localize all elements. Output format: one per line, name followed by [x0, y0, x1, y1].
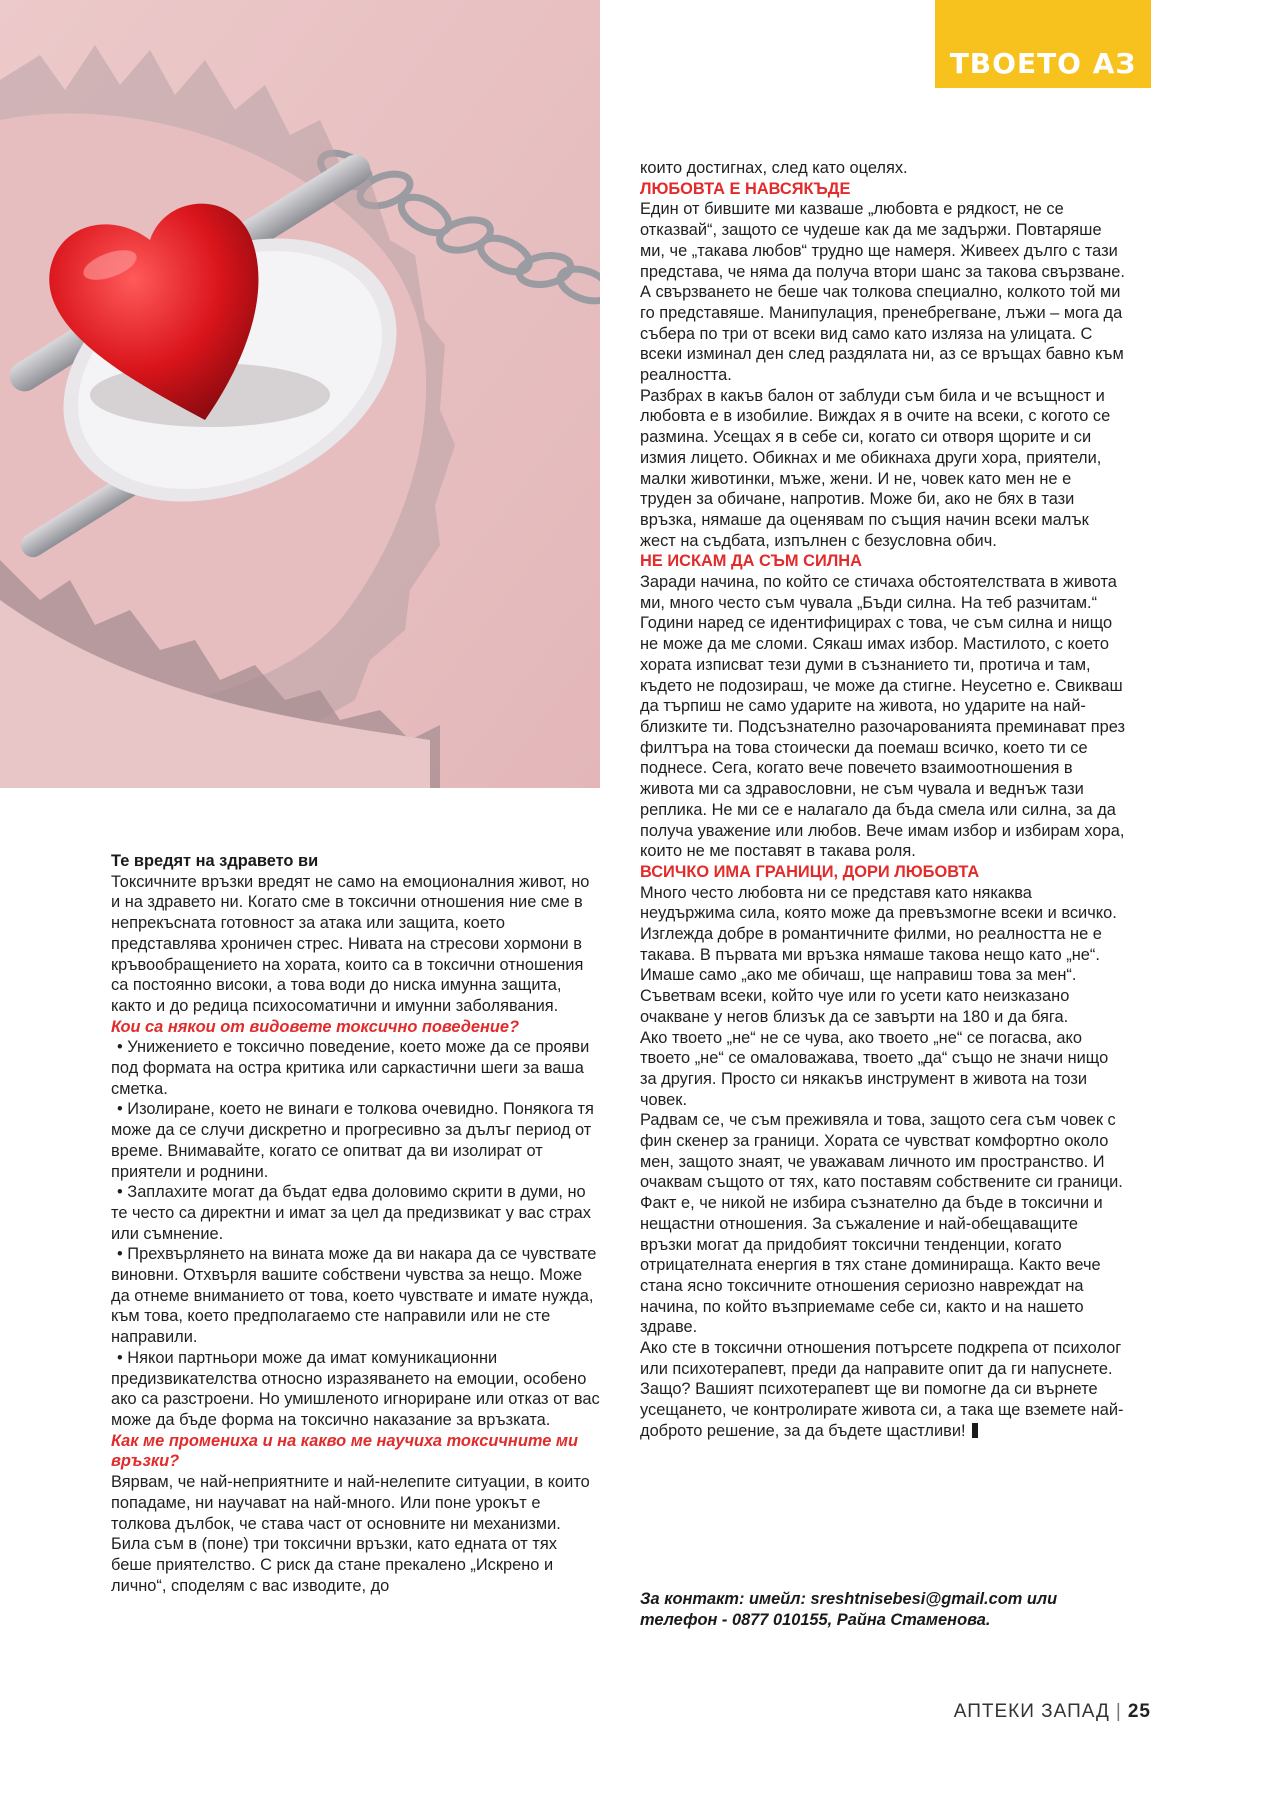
paragraph: Вярвам, че най-неприятните и най-нелепите ситуации, в които попадаме, ни научават на най-много. Или поне урокът е толкова дълбок, че става част от основните ни механизми. Била съм в (поне) три токсични връзки, като едната от тях беше приятелство. С риск да стане прекалено „Искрено и лично“, споделям с вас изводите, до	[111, 1473, 590, 1595]
section-heading: ЛЮБОВТА Е НАВСЯКЪДЕ	[640, 179, 851, 198]
right-column	[640, 158, 1127, 1442]
subheading: Как ме промениха и на какво ме научиха токсичните ми връзки?	[111, 1431, 579, 1471]
heart-in-trap-icon	[0, 0, 600, 788]
paragraph: Много често любовта ни се представя като някаква неудържима сила, която може да превъзмогне всеки и всичко. Изглежда добре в романтичните филми, но реалността не е такава. В първата ми връзка нямаше такова нещо като „не“. Имаше само „ако ме обичаш, ще направиш това за мен“. Съветвам всеки, който чуе или го усети като неизказано очакване у негов близък да се завърти на 180 и да бяга.	[640, 883, 1117, 1026]
bullet-item: • Изолиране, което не винаги е толкова очевидно. Понякога тя може да се случи дискретно и прогресивно за дълъг период от време. Внимавайте, когато се опитват да ви изолират от приятели и роднини.	[111, 1100, 594, 1181]
paragraph: Един от бившите ми казваше „любовта е рядкост, не се отказвай“, защото се чудеше как да ме задържи. Повтаряше ми, че „такава любов“ трудно ще намеря. Живеех дълго с тази представа, че няма да получа втори шанс за такова свързване. А свързването не беше чак толкова специално, колкото той ми го представяше. Манипулация, пренебрегване, лъжи – мога да събера по три от всеки вид само като изляза на улицата. С всеки изминал ден след раздялата ни, аз се връщах бавно към реалността.	[640, 200, 1125, 385]
bullet-item: • Прехвърлянето на вината може да ви накара да се чувствате виновни. Отхвърля вашите собствени чувства за нещо. Може да отнеме вниманието от това, което чувствате и имате нужда, към това, което предполагаемо сте направили или не сте направили.	[111, 1245, 597, 1347]
paragraph: Ако твоето „не“ не се чува, ако твоето „не“ се погасва, ако твоето „не“ се омаловажава, твоето „да“ също не значи нищо за другия. Просто си някакъв инструмент в живота на този човек.	[640, 1028, 1109, 1109]
paragraph: Токсичните връзки вредят не само на емоционалния живот, но и на здравето ни. Когато сме в токсични отношения ние сме в непрекъсната готовност за атака или защита, което представлява хроничен стрес. Нивата на стресови хормони в кръвообращението на хората, които са в токсични отношения са постоянно високи, а това води до ниска имунна защита, както и до редица психосоматични и имунни заболявания.	[111, 872, 590, 1015]
paragraph: Разбрах в какъв балон от заблуди съм била и че всъщност и любовта е в изобилие. Виждах я в очите на всеки, с когото се размина. Усещах я в себе си, когато си отворя щорите и си измия лицето. Обикнах и ме обикнаха други хора, приятели, малки животинки, мъже, жени. И не, човек като мен не е труден за обичане, напротив. Може би, ако не бях в тази връзка, нямаше да оценявам по същия начин всеки малък жест на съдбата, изпълнен с безусловна обич.	[640, 386, 1111, 550]
section-heading: ВСИЧКО ИМА ГРАНИЦИ, ДОРИ ЛЮБОВТА	[640, 862, 980, 881]
subheading: Кои са някои от видовете токсично поведение?	[111, 1017, 520, 1036]
bullet-item: • Заплахите могат да бъдат едва доловимо скрити в думи, но те често са директни и имат за цел да предизвикат у вас страх или съмнение.	[111, 1183, 591, 1243]
page-number: 25	[1127, 1701, 1151, 1722]
paragraph: които достигнах, след като оцелях.	[640, 159, 908, 177]
final-paragraph	[640, 1338, 1127, 1442]
paragraph: Радвам се, че съм преживяла и това, защото сега съм човек с фин скенер за граници. Хората се чувстват комфортно около мен, защото знаят, че уважавам личното им пространство. И очаквам същото от тях, като поставям собствените си граници.	[640, 1111, 1123, 1192]
section-heading: НЕ ИСКАМ ДА СЪМ СИЛНА	[640, 552, 862, 571]
footer-separator: |	[1115, 1701, 1122, 1722]
bullet-item: • Унижението е токсично поведение, което може да се прояви под формата на остра критика или саркастични шеги за ваша сметка.	[111, 1038, 590, 1098]
end-mark-icon	[972, 1423, 978, 1438]
left-column	[111, 851, 600, 1596]
paragraph-text: Ако сте в токсични отношения потърсете подкрепа от психолог или психотерапевт, преди да направите опит да ги напуснете. Защо? Вашият психотерапевт ще ви помогне да си върнете усещането, че контролирате живота си, а така ще вземете най-доброто решение, за да бъдете щастливи!	[640, 1339, 1124, 1440]
section-tag: ТВОЕТО АЗ	[935, 0, 1151, 88]
page-footer	[954, 1701, 1151, 1723]
bullet-item: • Някои партньори може да имат комуникационни предизвикателства относно изразяването на емоции, особено ако са разстроени. Но умишленото игнориране или отказ от вас може да бъде форма на токсично наказание за връзката.	[111, 1348, 600, 1429]
contact-info: За контакт: имейл: sreshtnisebesi@gmail.com или телефон - 0877 010155, Райна Стаменова.	[640, 1590, 1058, 1629]
paragraph: Факт е, че никой не избира съзнателно да бъде в токсични и нещастни отношения. За съжаление и най-обещаващите връзки могат да придобият токсични тенденции, когато отрицателната енергия в тях стане доминираща. Както вече стана ясно токсичните отношения сериозно навреждат на начина, по който възприемаме себе си, както и на нашето здраве.	[640, 1194, 1103, 1337]
section-heading: Те вредят на здравето ви	[111, 852, 319, 870]
article-photo	[0, 0, 600, 788]
paragraph: Заради начина, по който се стичаха обстоятелствата в живота ми, много често съм чувала „Бъди силна. На теб разчитам.“ Години наред се идентифицирах с това, че съм силна и нищо не може да ме сломи. Сякаш имах избор. Мастилото, с което хората изписват тези думи в съзнанието ти, протича и там, където не подозираш, че може да стигне. Неусетно е. Свикваш да търпиш не само ударите на живота, но ударите на най-близките ти. Подсъзнателно разочарованията преминават през филтъра на това стоически да поемаш всичко, което ти се поднесе. Сега, когато вече повечето взаимоотношения в живота ми са здравословни, не съм чувала и веднъж тази реплика. Не ми се е налагало да бъда смела или силна, за да получа уважение или любов. Вече имам избор и избирам хора, които не ме поставят в такава роля.	[640, 573, 1126, 861]
magazine-name: АПТЕКИ ЗАПАД	[953, 1701, 1110, 1722]
